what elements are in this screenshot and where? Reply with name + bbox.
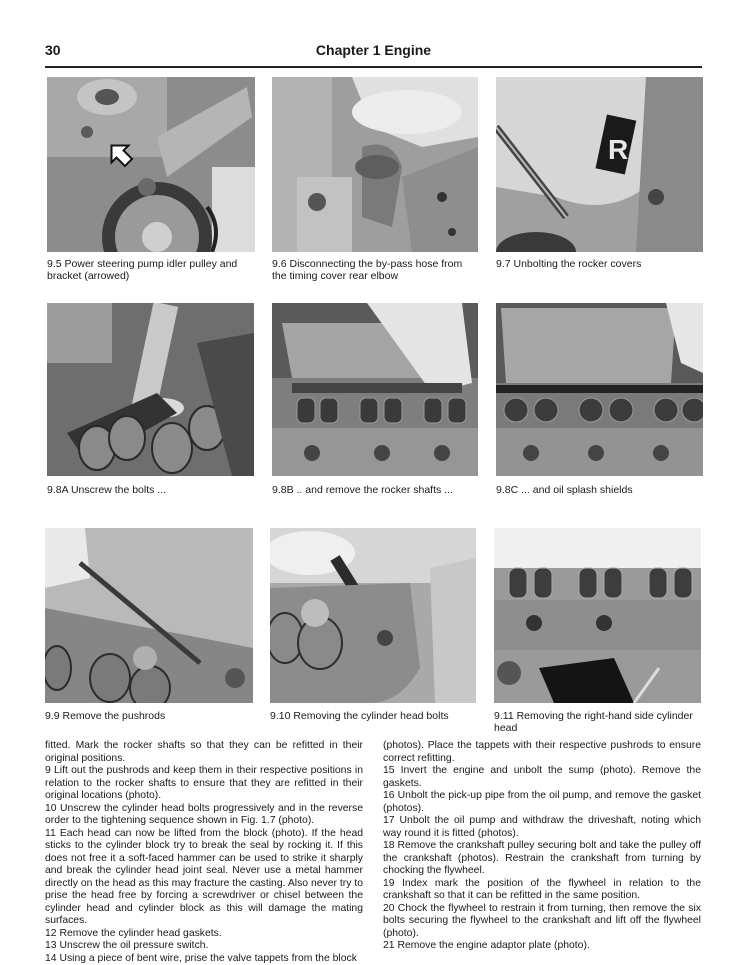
arrow-icon: [105, 139, 135, 169]
page-number: 30: [45, 42, 61, 58]
paragraph-step-20: 20 Chock the flywheel to restrain it from turning, then remove the six bolts securing the flywheel to the crankshaft and lift off the flywheel (photo).: [383, 903, 701, 941]
caption-9-7: 9.7 Unbolting the rocker covers: [496, 258, 696, 270]
body-left-column: [45, 740, 363, 965]
paragraph-step-10: 10 Unscrew the cylinder head bolts progressively and in the reverse order to the tightening sequence shown in Fig. 1.7 (photo).: [45, 803, 363, 828]
caption-9-9: 9.9 Remove the pushrods: [45, 710, 245, 722]
caption-9-8b: 9.8B .. and remove the rocker shafts ...: [272, 484, 472, 496]
header-rule: [45, 66, 702, 68]
svg-text:R: R: [608, 134, 628, 165]
caption-9-6: 9.6 Disconnecting the by-pass hose from the timing cover rear elbow: [272, 258, 472, 282]
photo-9-8c: [496, 303, 703, 476]
caption-9-10: 9.10 Removing the cylinder head bolts: [270, 710, 470, 722]
chapter-title: Chapter 1 Engine: [0, 42, 747, 58]
paragraph-step-19: 19 Index mark the position of the flywheel in relation to the crankshaft so that it can be refitted in the same position.: [383, 878, 701, 903]
photo-9-11: [494, 528, 701, 703]
caption-9-5: 9.5 Power steering pump idler pulley and bracket (arrowed): [47, 258, 247, 282]
paragraph-step-12: 12 Remove the cylinder head gaskets.: [45, 928, 363, 941]
paragraph-step-13: 13 Unscrew the oil pressure switch.: [45, 940, 363, 953]
caption-9-8c: 9.8C ... and oil splash shields: [496, 484, 696, 496]
photo-9-7: [496, 77, 703, 252]
paragraph: (photos). Place the tappets with their respective pushrods to ensure correct refitting.: [383, 740, 701, 765]
paragraph-step-17: 17 Unbolt the oil pump and withdraw the driveshaft, noting which way round it is fitted (photos).: [383, 815, 701, 840]
photo-9-8a: [47, 303, 254, 476]
paragraph-step-16: 16 Unbolt the pick-up pipe from the oil pump, and remove the gasket (photos).: [383, 790, 701, 815]
caption-9-11: 9.11 Removing the right-hand side cylinder head: [494, 710, 704, 734]
photo-9-5: [47, 77, 255, 252]
paragraph-step-11: 11 Each head can now be lifted from the block (photo). If the head sticks to the cylinder block try to break the seal by rocking it. If this does not free it a soft-faced hammer can be used to strike it sharply and break the cylinder head joint seal. Never use a metal hammer directly on the head as this may fracture the casting. Also never try to prise the head free by forcing a screwdriver or chisel between the cylinder head and cylinder block as this will damage the mating surfaces.: [45, 828, 363, 928]
caption-9-8a: 9.8A Unscrew the bolts ...: [47, 484, 247, 496]
paragraph: fitted. Mark the rocker shafts so that they can be refitted in their original positions.: [45, 740, 363, 765]
paragraph-step-18: 18 Remove the crankshaft pulley securing bolt and take the pulley off the crankshaft (photos). Restrain the crankshaft from turning by chocking the flywheel.: [383, 840, 701, 878]
body-right-column: [383, 740, 701, 953]
photo-9-10: [270, 528, 476, 703]
paragraph-step-15: 15 Invert the engine and unbolt the sump (photo). Remove the gaskets.: [383, 765, 701, 790]
photo-9-9: [45, 528, 253, 703]
photo-9-8b: [272, 303, 478, 476]
photo-9-6: [272, 77, 478, 252]
paragraph-step-14: 14 Using a piece of bent wire, prise the valve tappets from the block: [45, 953, 363, 965]
paragraph-step-21: 21 Remove the engine adaptor plate (photo).: [383, 940, 701, 953]
paragraph-step-9: 9 Lift out the pushrods and keep them in their respective positions in relation to the rocker shafts to ensure that they are refitted in their original locations (photo).: [45, 765, 363, 803]
